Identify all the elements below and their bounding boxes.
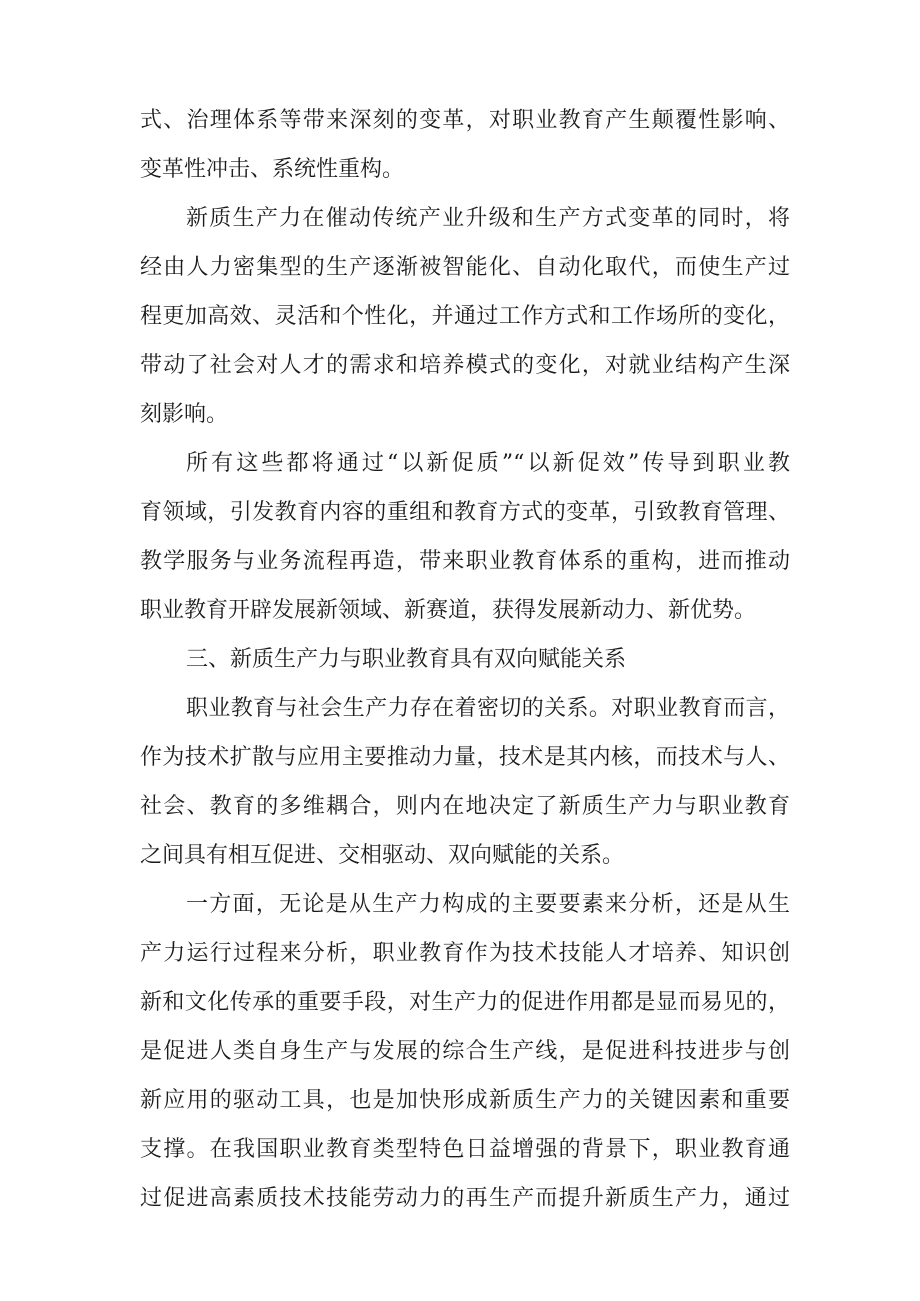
text-line: 式、治理体系等带来深刻的变革，对职业教育产生颠覆性影响、 [140,108,790,133]
text-line: 新和文化传承的重要手段，对生产力的促进作用都是显而易见的， [140,990,790,1015]
text-line: 社会、教育的多维耦合，则内在地决定了新质生产力与职业教育 [140,794,790,819]
text-line: 新质生产力在催动传统产业升级和生产方式变革的同时，将 [186,206,790,231]
section-heading: 三、新质生产力与职业教育具有双向赋能关系 [186,647,627,672]
text-line: 育领域，引发教育内容的重组和教育方式的变革，引致教育管理、 [140,500,790,525]
text-line: 产力运行过程来分析，职业教育作为技术技能人才培养、知识创 [140,941,790,966]
text-line: 所有这些都将通过“以新促质”“以新促效”传导到职业教 [186,451,790,476]
text-line: 之间具有相互促进、交相驱动、双向赋能的关系。 [140,843,625,868]
body-text [140,96,790,1223]
text-line: 过促进高素质技术技能劳动力的再生产而提升新质生产力，通过 [140,1186,790,1211]
text-line: 刻影响。 [140,402,229,427]
text-line: 程更加高效、灵活和个性化，并通过工作方式和工作场所的变化， [140,304,790,329]
text-line: 职业教育与社会生产力存在着密切的关系。对职业教育而言， [186,696,790,721]
text-line: 教学服务与业务流程再造，带来职业教育体系的重构，进而推动 [140,549,790,574]
text-line: 新应用的驱动工具，也是加快形成新质生产力的关键因素和重要 [140,1088,790,1113]
text-line: 一方面，无论是从生产力构成的主要要素来分析，还是从生 [186,892,790,917]
text-line: 职业教育开辟发展新领域、新赛道，获得发展新动力、新优势。 [140,598,757,623]
text-line: 经由人力密集型的生产逐渐被智能化、自动化取代，而使生产过 [140,255,790,280]
text-line: 带动了社会对人才的需求和培养模式的变化，对就业结构产生深 [140,353,790,378]
text-line: 作为技术扩散与应用主要推动力量，技术是其内核，而技术与人、 [140,745,790,770]
text-line: 支撑。在我国职业教育类型特色日益增强的背景下，职业教育通 [140,1137,790,1162]
text-line: 是促进人类自身生产与发展的综合生产线，是促进科技进步与创 [140,1039,790,1064]
text-line: 变革性冲击、系统性重构。 [140,157,405,182]
